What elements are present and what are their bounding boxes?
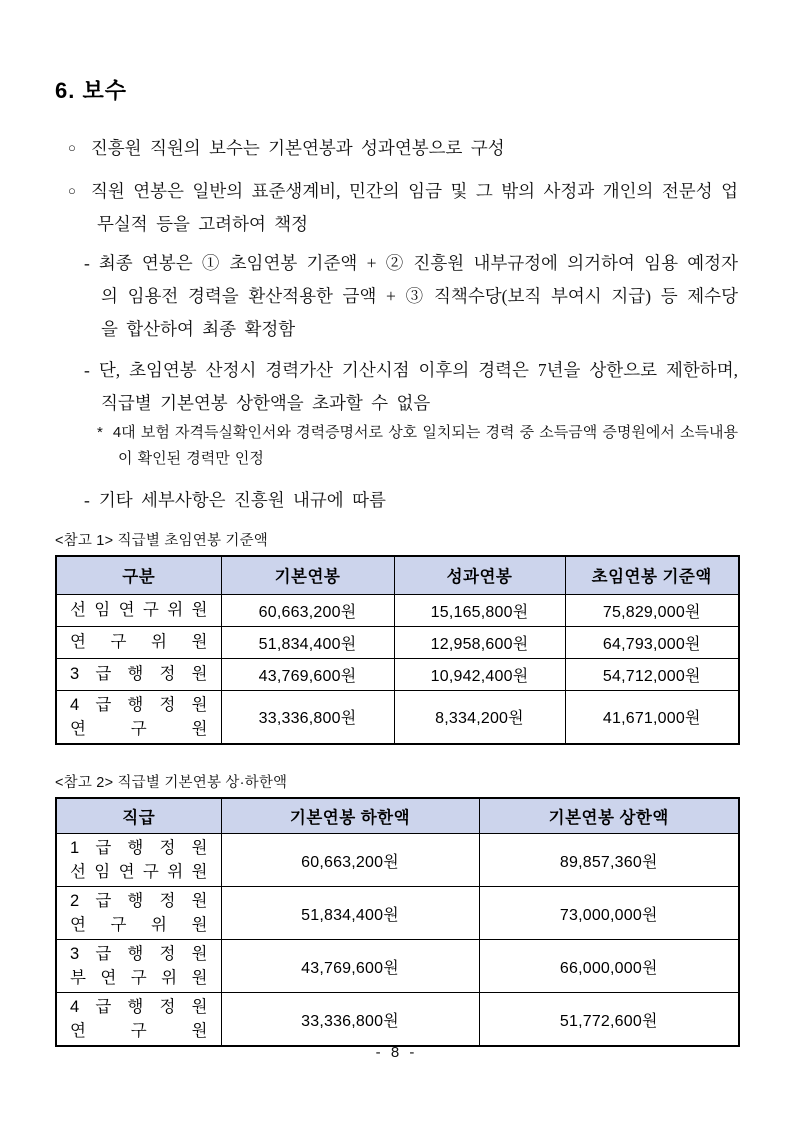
header-cell: 성과연봉 [394,556,565,594]
value-cell: 33,336,800원 [221,993,479,1047]
grade-cell: 선 임 연 구 위 원 [56,594,221,626]
paragraph-text: 진흥원 직원의 보수는 기본연봉과 성과연봉으로 구성 [90,138,505,158]
table-row [56,658,739,690]
value-cell: 8,334,200원 [394,690,565,744]
header-cell: 기본연봉 하한액 [221,798,479,834]
grade-cell: 연 구 위 원 [56,626,221,658]
paragraph-text: 단, 초임연봉 산정시 경력가산 기산시점 이후의 경력은 7년을 상한으로 제한하며, 직급별 기본연봉 상한액을 초과할 수 없음 [98,360,738,413]
value-cell: 54,712,000원 [565,658,739,690]
grade-cell: 3 급 행 정 원 [56,658,221,690]
value-cell: 41,671,000원 [565,690,739,744]
dash-marker: - [84,360,90,380]
table-row [56,993,739,1047]
salary-range-table [55,797,740,1048]
paragraph-text: 최종 연봉은 ① 초임연봉 기준액 + ② 진흥원 내부규정에 의거하여 임용 예정자의 임용전 경력을 환산적용한 금액 + ③ 직책수당(보직 부여시 지급) 등 제수당을 합산하여 최종 확정함 [98,253,738,339]
value-cell: 51,772,600원 [479,993,739,1047]
grade-cell: 4 급 행 정 원 연 구 원 [56,993,221,1047]
grade-cell: 2 급 행 정 원 연 구 위 원 [56,887,221,940]
value-cell: 64,793,000원 [565,626,739,658]
header-cell: 직급 [56,798,221,834]
value-cell: 43,769,600원 [221,940,479,993]
table-row [56,940,739,993]
paragraph-text: 기타 세부사항은 진흥원 내규에 따름 [98,490,386,510]
table-header-row [56,556,739,594]
dash-paragraph [55,354,738,420]
dash-paragraph [55,484,738,517]
table-row [56,834,739,887]
table-row [56,626,739,658]
table-header-row [56,798,739,834]
grade-cell: 1 급 행 정 원 선 임 연 구 위 원 [56,834,221,887]
note-paragraph [55,420,738,472]
value-cell: 66,000,000원 [479,940,739,993]
value-cell: 51,834,400원 [221,887,479,940]
page-number: - 8 - [375,1044,418,1061]
bullet-paragraph [55,131,738,165]
table2-caption: <참고 2> 직급별 기본연봉 상·하한액 [55,774,288,791]
section-heading: 6. 보수 [55,78,127,103]
circle-bullet-marker: ○ [68,140,76,155]
table-row [56,690,739,744]
paragraph-text: 직원 연봉은 일반의 표준생계비, 민간의 임금 및 그 밖의 사정과 개인의 전문성 업무실적 등을 고려하여 책정 [90,181,738,234]
value-cell: 73,000,000원 [479,887,739,940]
table1-caption: <참고 1> 직급별 초임연봉 기준액 [55,533,268,549]
grade-cell: 4 급 행 정 원 연 구 원 [56,690,221,744]
value-cell: 75,829,000원 [565,594,739,626]
value-cell: 51,834,400원 [221,626,394,658]
value-cell: 15,165,800원 [394,594,565,626]
asterisk-marker: * [97,424,103,441]
value-cell: 60,663,200원 [221,834,479,887]
header-cell: 기본연봉 [221,556,394,594]
header-cell: 초임연봉 기준액 [565,556,739,594]
circle-bullet-marker: ○ [68,183,76,198]
dash-paragraph [55,247,738,346]
value-cell: 33,336,800원 [221,690,394,744]
starting-salary-table [55,555,740,745]
value-cell: 12,958,600원 [394,626,565,658]
paragraph-text: 4대 보험 자격득실확인서와 경력증명서로 상호 일치되는 경력 중 소득금액 증명원에서 소득내용이 확인된 경력만 인정 [112,424,738,467]
header-cell: 기본연봉 상한액 [479,798,739,834]
dash-marker: - [84,253,90,273]
value-cell: 10,942,400원 [394,658,565,690]
grade-cell: 3 급 행 정 원 부 연 구 위 원 [56,940,221,993]
header-cell: 구분 [56,556,221,594]
value-cell: 89,857,360원 [479,834,739,887]
value-cell: 60,663,200원 [221,594,394,626]
bullet-paragraph [55,174,738,241]
dash-marker: - [84,490,90,510]
table-row [56,594,739,626]
table-row [56,887,739,940]
value-cell: 43,769,600원 [221,658,394,690]
